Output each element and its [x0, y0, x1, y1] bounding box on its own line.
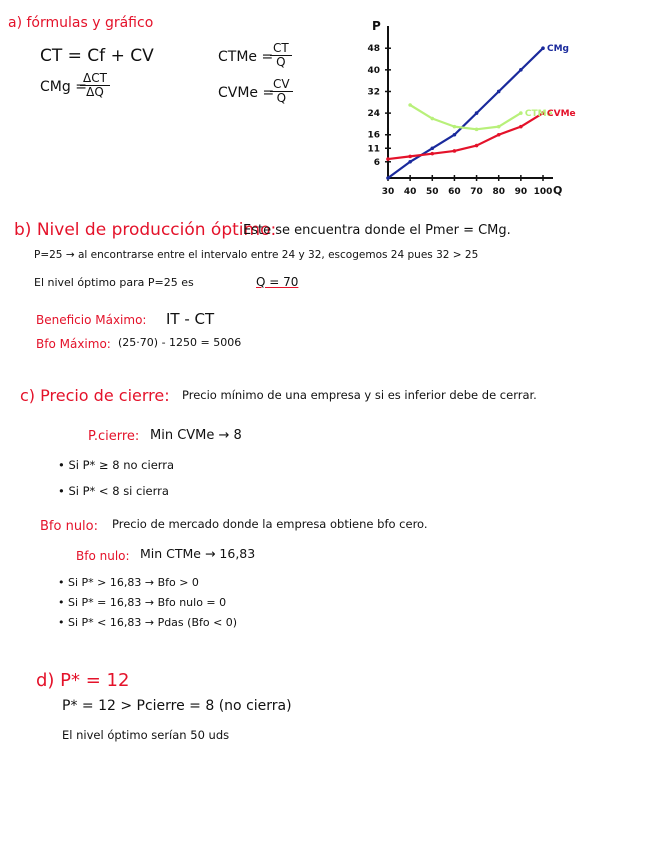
formula-cvme-numerator: CV: [270, 78, 293, 92]
bfo-nulo-label: Bfo nulo:: [40, 519, 99, 534]
formula-ct: CT = Cf + CV: [40, 46, 154, 66]
cmg-data-point: [408, 160, 412, 164]
formula-cvme-denominator: Q: [276, 90, 287, 105]
y-tick-label: 24: [367, 109, 380, 120]
cvme-data-point: [408, 155, 412, 159]
y-tick-label: 40: [367, 65, 380, 76]
ctme-data-point: [408, 103, 412, 107]
cost-curves-chart: [330, 14, 580, 204]
x-tick-label: 60: [448, 187, 461, 197]
section-b-title: b) Nivel de producción óptimo:: [14, 220, 277, 240]
y-tick-label: 6: [373, 157, 380, 168]
bfo-bullet-1: • Si P* > 16,83 → Bfo > 0: [58, 576, 199, 589]
bfo-nulo-definition: Precio de mercado donde la empresa obtiene bfo cero.: [112, 517, 428, 531]
section-b-title-tail: Este se encuentra donde el Pmer = CMg.: [243, 223, 511, 238]
section-d-title: d) P* = 12: [36, 670, 130, 691]
bfo-bullet-2: • Si P* = 16,83 → Bfo nulo = 0: [58, 596, 227, 609]
ctme-legend-label: CTMe: [524, 109, 553, 120]
ctme-series-line: [410, 105, 521, 129]
cvme-data-point: [453, 149, 457, 153]
bfo-nulo-value: Min CTMe → 16,83: [140, 546, 256, 561]
x-tick-label: 40: [403, 187, 417, 197]
cvme-data-point: [475, 144, 479, 148]
formula-cvme-fraction: [270, 78, 293, 104]
y-tick-label: 16: [367, 130, 380, 141]
cmg-data-point: [386, 176, 390, 180]
x-tick-label: 100: [533, 187, 553, 197]
formula-cmg-denominator: ΔQ: [86, 84, 104, 99]
formula-cvme-lhs: CVMe =: [218, 85, 275, 101]
section-a-title: a) fórmulas y gráfico: [8, 15, 154, 31]
ctme-data-point: [519, 111, 523, 115]
cmg-data-point: [453, 133, 457, 137]
pcierre-value: Min CVMe → 8: [150, 428, 242, 443]
optimal-q-value: Q = 70: [256, 275, 299, 289]
section-b-line2-text: El nivel óptimo para P=25 es: [34, 276, 194, 289]
x-tick-label: 80: [492, 187, 505, 197]
cmg-data-point: [541, 46, 545, 50]
ctme-data-point: [453, 125, 457, 129]
formula-ctme-numerator: CT: [270, 42, 292, 56]
x-tick-label: 50: [426, 187, 439, 197]
y-axis-label: P: [372, 19, 381, 33]
cmg-data-point: [519, 68, 523, 72]
formula-ctme-lhs: CTMe =: [218, 49, 274, 65]
cmg-data-point: [475, 111, 479, 115]
ctme-data-point: [497, 125, 501, 129]
cvme-legend-label: CVMe: [547, 109, 576, 120]
x-tick-label: 70: [470, 187, 483, 197]
benefit-max-label: Beneficio Máximo:: [36, 313, 147, 327]
section-c-title: c) Precio de cierre:: [20, 386, 170, 405]
cmg-data-point: [430, 146, 434, 150]
x-tick-label: 90: [514, 187, 528, 197]
cierre-bullet-1: • Si P* ≥ 8 no cierra: [58, 458, 175, 472]
formula-cmg-numerator: ΔCT: [80, 72, 110, 86]
y-tick-label: 32: [367, 87, 380, 98]
y-tick-label: 48: [367, 44, 380, 55]
section-d-line1: P* = 12 > Pcierre = 8 (no cierra): [62, 698, 292, 714]
cvme-data-point: [386, 157, 390, 161]
section-c-title-tail: Precio mínimo de una empresa y si es inferior debe de cerrar.: [182, 388, 537, 402]
bfo-nulo-label-2: Bfo nulo:: [76, 549, 130, 563]
cmg-legend-label: CMg: [547, 44, 570, 55]
cmg-data-point: [497, 90, 501, 94]
cierre-bullet-2: • Si P* < 8 si cierra: [58, 484, 169, 498]
x-tick-label: 30: [381, 187, 395, 197]
pcierre-label: P.cierre:: [88, 429, 140, 444]
bfo-max-value: (25·70) - 1250 = 5006: [118, 336, 242, 349]
section-d-line2: El nivel óptimo serían 50 uds: [62, 728, 230, 742]
ctme-data-point: [430, 117, 434, 121]
formula-cmg-fraction: [80, 72, 110, 98]
x-axis-label: Q: [553, 184, 563, 197]
benefit-max-formula: IT - CT: [166, 310, 215, 328]
y-tick-label: 11: [367, 144, 380, 155]
bfo-bullet-3: • Si P* < 16,83 → Pdas (Bfo < 0): [58, 616, 238, 629]
formula-ctme-denominator: Q: [276, 54, 286, 69]
ctme-data-point: [475, 128, 479, 132]
formula-ctme-fraction: [270, 42, 292, 68]
bfo-max-label: Bfo Máximo:: [36, 337, 111, 351]
cvme-series-line: [388, 113, 543, 159]
formula-cmg-lhs: CMg =: [40, 79, 87, 95]
cvme-data-point: [497, 133, 501, 137]
section-b-line1: P=25 → al encontrarse entre el intervalo entre 24 y 32, escogemos 24 pues 32 > 25: [34, 249, 479, 261]
cvme-data-point: [519, 125, 523, 129]
cvme-data-point: [430, 152, 434, 156]
